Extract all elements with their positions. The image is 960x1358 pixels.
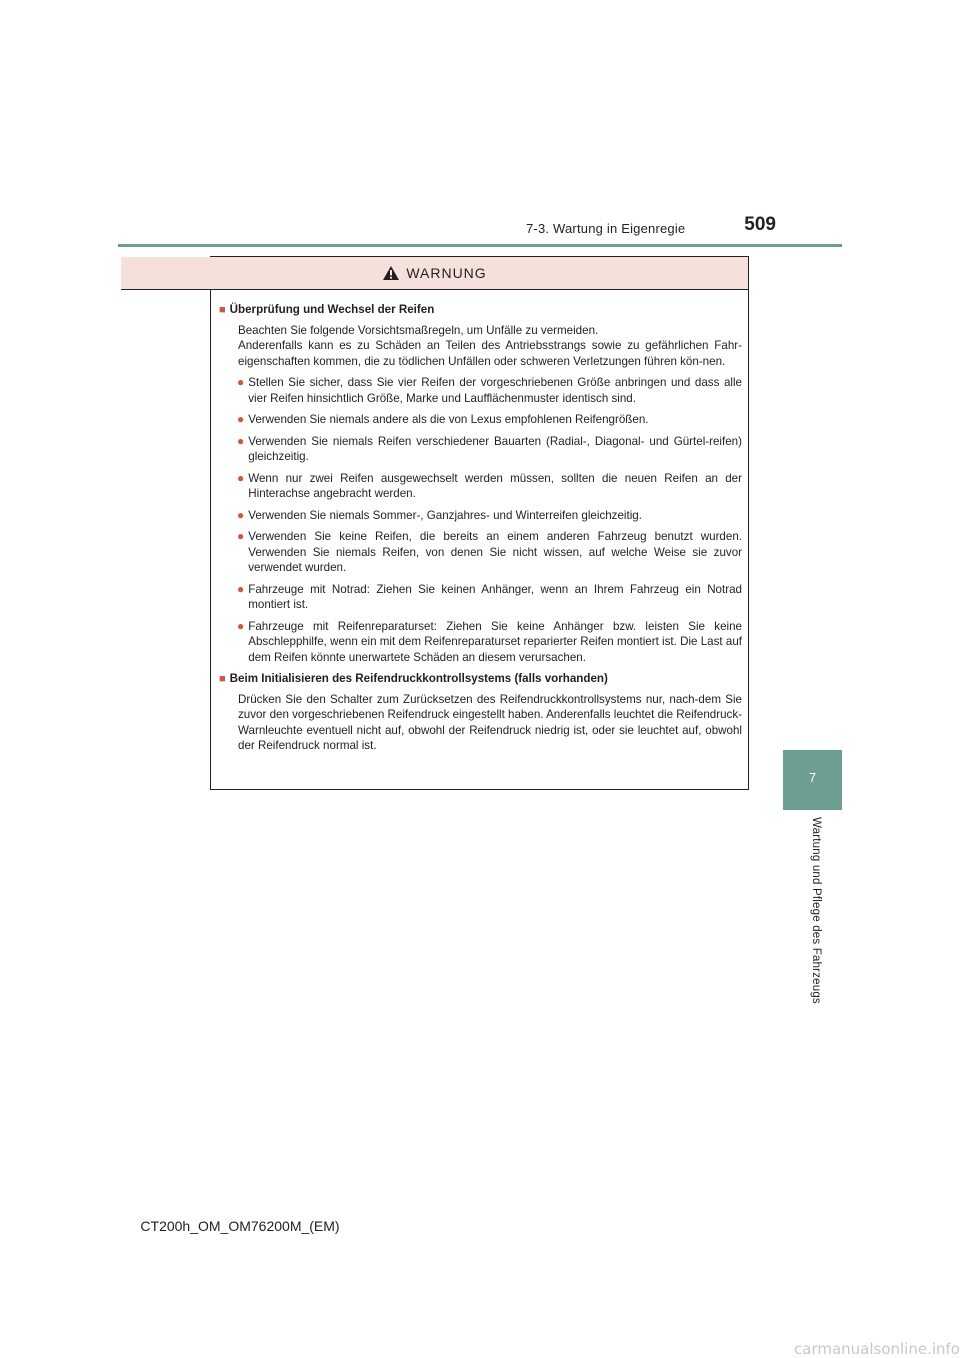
square-bullet-icon: ■ <box>219 304 226 316</box>
bullet-item <box>237 619 742 666</box>
section-heading-text: Überprüfung und Wechsel der Reifen <box>229 303 435 316</box>
section-title: 7-3. Wartung in Eigenregie <box>526 221 686 236</box>
dot-bullet-icon: ● <box>237 375 245 389</box>
section-heading <box>219 302 742 319</box>
dot-bullet-icon: ● <box>237 412 245 426</box>
bullet-item <box>237 434 742 465</box>
chapter-number: 7 <box>808 770 817 785</box>
bullet-item <box>237 375 742 406</box>
bullet-item <box>237 529 742 576</box>
bullet-item <box>237 412 742 428</box>
dot-bullet-icon: ● <box>237 581 245 596</box>
dot-bullet-icon: ● <box>237 470 245 485</box>
bullet-text: Fahrzeuge mit Reifenreparaturset: Ziehen Sie keine Anhänger bzw. leisten Sie keine Abschlepphilfe, wenn ein mit dem Reifenreparaturset reparierter Reifen montiert ist. Die Last auf dem Reifen könnte unerwartete Schäden an diesem verursachen. <box>248 619 742 664</box>
square-bullet-icon: ■ <box>219 673 226 685</box>
chapter-tab <box>783 750 842 810</box>
dot-bullet-icon: ● <box>237 433 245 448</box>
bullet-text: Stellen Sie sicher, dass Sie vier Reifen der vorgeschriebenen Größe anbringen und dass alle vier Reifen hinsichtlich Größe, Marke und Laufflächenmuster identisch sind. <box>248 376 742 405</box>
chapter-label: Wartung und Pflege des Fahrzeugs <box>810 817 822 1004</box>
bullet-item <box>237 508 742 524</box>
section-heading <box>219 671 742 688</box>
warning-title: WARNUNG <box>406 265 487 281</box>
warning-header <box>121 257 748 290</box>
bullet-item <box>237 471 742 502</box>
watermark[interactable]: carmanualsonline.info <box>794 1340 960 1358</box>
dot-bullet-icon: ● <box>237 507 245 522</box>
paragraph: Anderenfalls kann es zu Schäden an Teilen des Antriebsstrangs sowie zu gefährlichen Fahr-eigenschaften kommen, die zu tödlichen Unfällen oder schweren Verletzungen führen kön-nen. <box>238 339 742 368</box>
document-code: CT200h_OM_OM76200M_(EM) <box>140 1218 340 1234</box>
dot-bullet-icon: ● <box>237 529 245 543</box>
section-heading-text: Beim Initialisieren des Reifendruckkontrollsystems (falls vorhanden) <box>229 672 608 685</box>
paragraph: Beachten Sie folgende Vorsichtsmaßregeln, um Unfälle zu vermeiden. <box>238 323 599 337</box>
paragraph: Drücken Sie den Schalter zum Zurücksetzen des Reifendruckkontrollsystems nur, nach-dem Sie zuvor den vorgeschriebenen Reifendruck eingestellt haben. Anderenfalls leuchtet die Reifendruck-Warnleuchte eventuell nicht auf, obwohl der Reifendruck niedrig ist, oder sie leuchtet auf, obwohl der Reifendruck normal ist. <box>238 692 742 752</box>
bullet-text: Verwenden Sie niemals andere als die von Lexus empfohlenen Reifengrößen. <box>248 413 649 426</box>
bullet-text: Fahrzeuge mit Notrad: Ziehen Sie keinen Anhänger, wenn an Ihrem Fahrzeug ein Notrad montiert ist. <box>248 582 742 611</box>
warning-box <box>210 256 749 790</box>
warning-body <box>211 290 748 754</box>
bullet-text: Verwenden Sie keine Reifen, die bereits an einem anderen Fahrzeug benutzt wurden. Verwenden Sie niemals Reifen, von denen Sie nicht wissen, auf welche Weise sie zuvor verwendet wurden. <box>248 530 742 574</box>
bullet-text: Verwenden Sie niemals Reifen verschiedener Bauarten (Radial-, Diagonal- und Gürtel-reifen) gleichzeitig. <box>248 434 742 463</box>
bullet-text: Wenn nur zwei Reifen ausgewechselt werden müssen, sollten die neuen Reifen an der Hinterachse angebracht werden. <box>248 471 742 500</box>
bullet-text: Verwenden Sie niemals Sommer-, Ganzjahres- und Winterreifen gleichzeitig. <box>248 508 642 522</box>
page-number: 509 <box>744 214 776 235</box>
dot-bullet-icon: ● <box>237 618 245 633</box>
warning-triangle-icon <box>382 265 400 281</box>
header-divider <box>118 244 842 247</box>
bullet-item <box>237 582 742 613</box>
